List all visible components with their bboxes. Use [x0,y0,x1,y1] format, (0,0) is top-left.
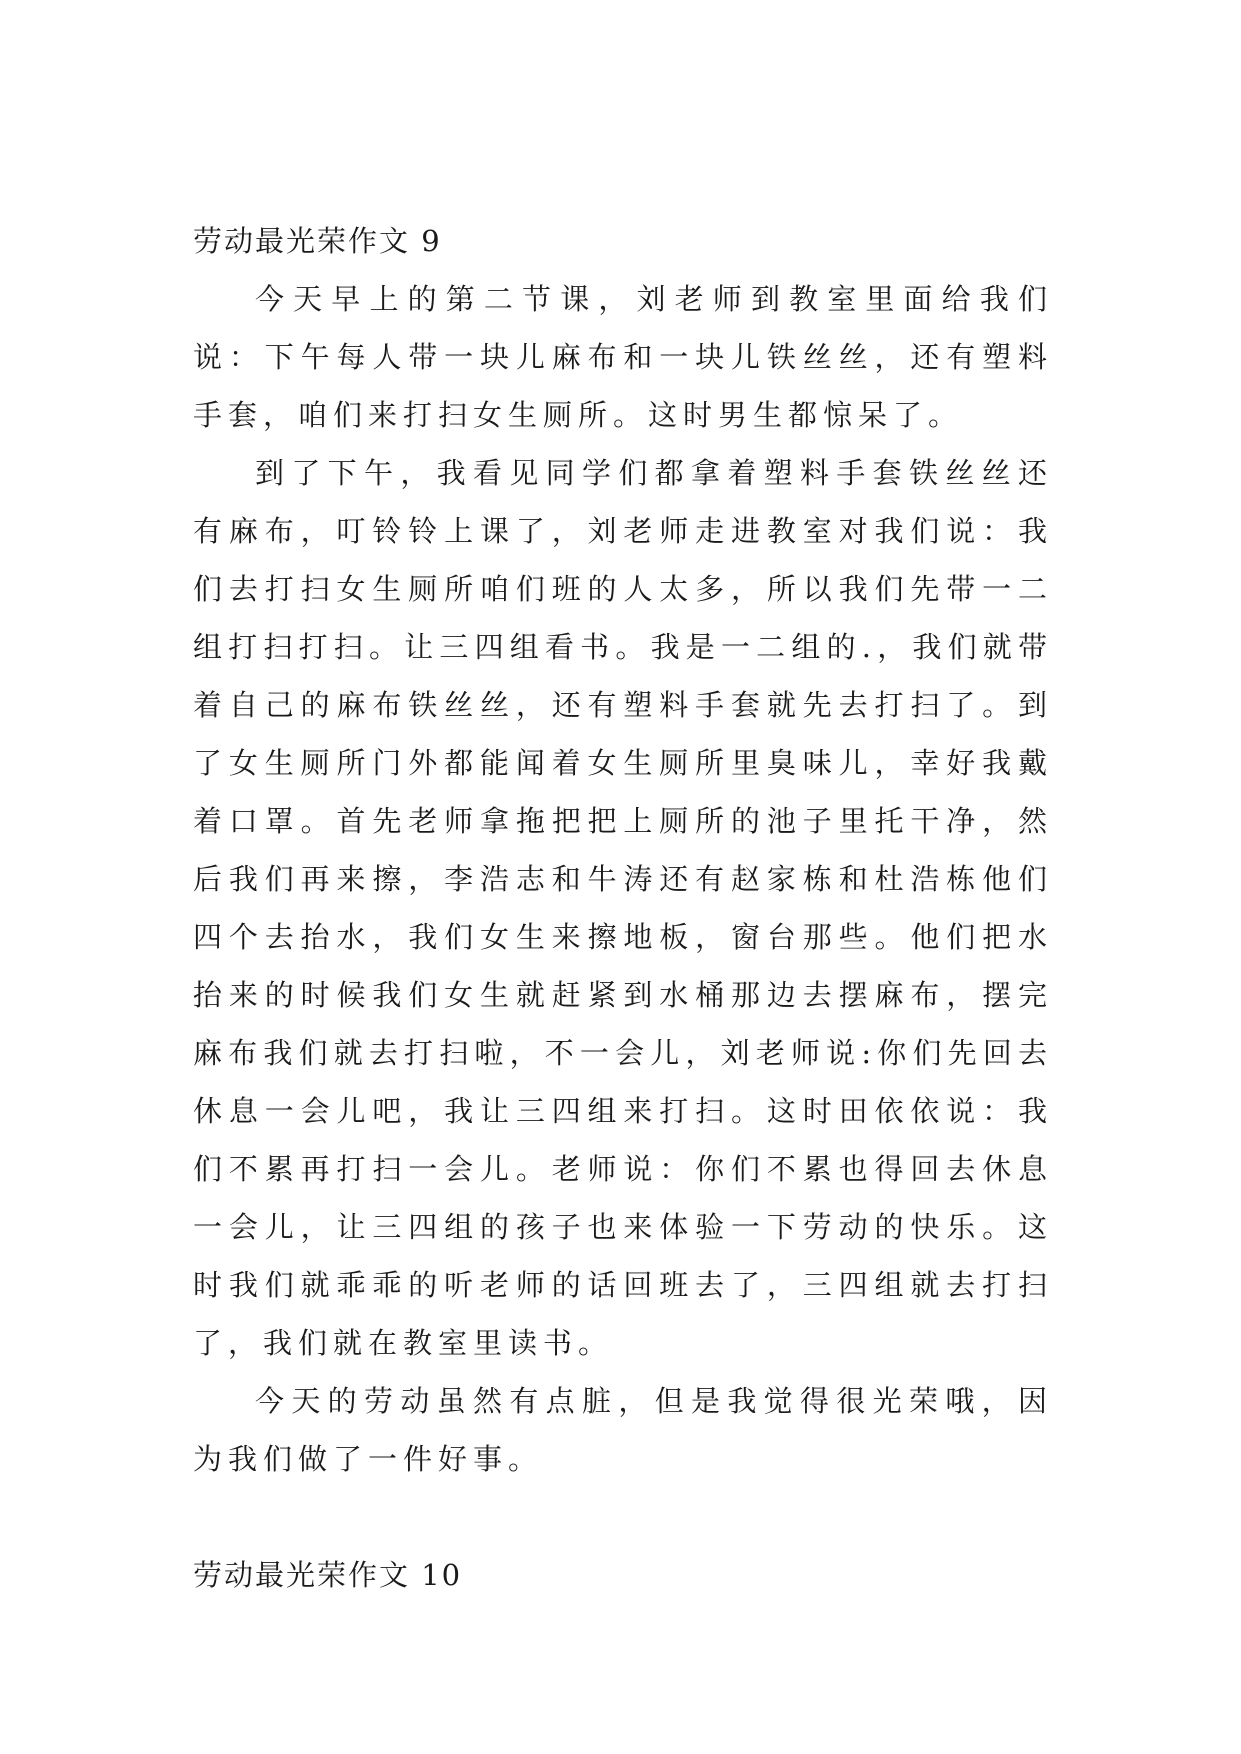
section-spacer [193,1488,1053,1546]
section-10-title: 劳动最光荣作文 10 [193,1558,463,1592]
section-9-paragraph-3: 今天的劳动虽然有点脏，但是我觉得很光荣哦，因为我们做了一件好事。 [193,1384,1053,1476]
section-9-title: 劳动最光荣作文 9 [193,224,442,258]
section-9-paragraph-2: 到了下午，我看见同学们都拿着塑料手套铁丝丝还有麻布，叮铃铃上课了，刘老师走进教室对我们说：我们去打扫女生厕所咱们班的人太多，所以我们先带一二组打扫打扫。让三四组看书。我是一二组的.，我们就带着自己的麻布铁丝丝，还有塑料手套就先去打扫了。到了女生厕所门外都能闻着女生厕所里臭味儿，幸好我戴着口罩。首先老师拿拖把把上厕所的池子里托干净，然后我们再来擦，李浩志和牛涛还有赵家栋和杜浩栋他们四个去抬水，我们女生来擦地板，窗台那些。他们把水抬来的时候我们女生就赶紧到水桶那边去摆麻布，摆完麻布我们就去打扫啦，不一会儿，刘老师说:你们先回去休息一会儿吧，我让三四组来打扫。这时田依依说：我们不累再打扫一会儿。老师说：你们不累也得回去休息一会儿，让三四组的孩子也来体验一下劳动的快乐。这时我们就乖乖的听老师的话回班去了，三四组就去打扫了，我们就在教室里读书。 [193,456,1053,1360]
document-body [193,212,1053,1604]
section-9-paragraph-1: 今天早上的第二节课，刘老师到教室里面给我们说：下午每人带一块儿麻布和一块儿铁丝丝，还有塑料手套，咱们来打扫女生厕所。这时男生都惊呆了。 [193,282,1053,432]
